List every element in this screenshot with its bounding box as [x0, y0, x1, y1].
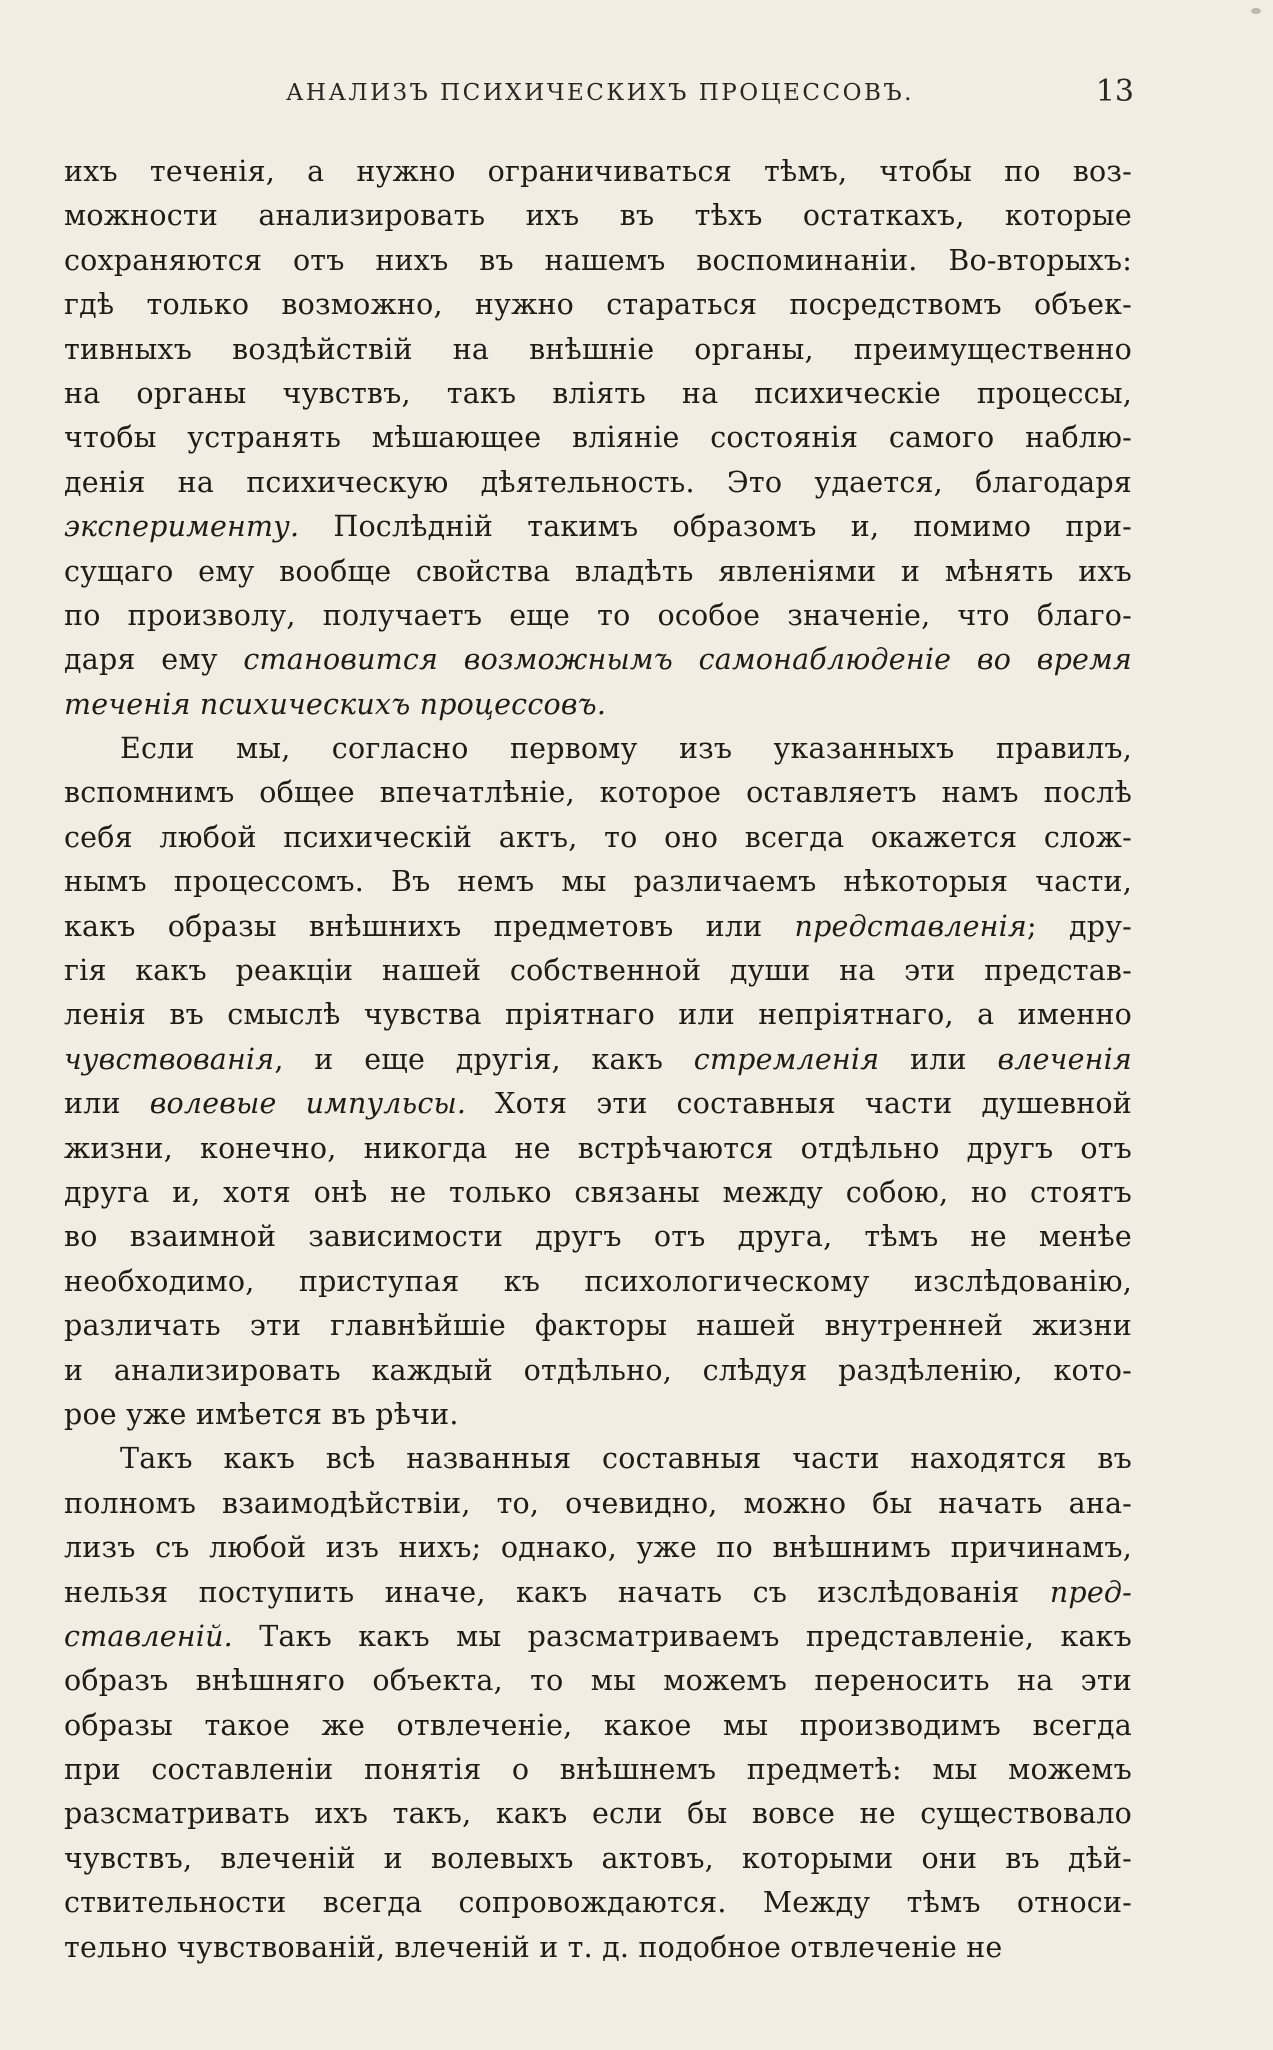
text-segment: тивныхъ воздѣйствій на внѣшніе органы, преимущественно: [64, 332, 1132, 366]
text-line: [64, 816, 1132, 860]
text-segment: какъ образы внѣшнихъ предметовъ или: [64, 909, 795, 943]
running-title: АНАЛИЗЪ ПСИХИЧЕСКИХЪ ПРОЦЕССОВЪ.: [286, 80, 914, 106]
text-line: [64, 1792, 1132, 1836]
text-segment: тельно чувствованій, влеченій и т. д. подобное отвлеченіе не: [64, 1930, 1003, 1964]
text-segment: ихъ теченія, а нужно ограничиваться тѣмъ, чтобы по воз-: [64, 155, 1132, 188]
text-segment: рое уже имѣется въ рѣчи.: [64, 1397, 459, 1431]
text-segment: себя любой психическій актъ, то оно всегда окажется слож-: [64, 820, 1132, 854]
text-segment: или: [879, 1042, 998, 1076]
text-line: [64, 461, 1132, 505]
text-segment: нельзя поступить иначе, какъ начать съ изслѣдованія: [64, 1575, 1050, 1609]
italic-text: ставленій.: [64, 1619, 233, 1653]
body-text: [64, 150, 1132, 1970]
paragraph: [64, 150, 1132, 727]
italic-text: чувствованія: [64, 1042, 275, 1076]
text-segment: при составленіи понятія о внѣшнемъ предметѣ: мы можемъ: [64, 1753, 1132, 1787]
text-line: [64, 328, 1132, 372]
text-line: [64, 1349, 1132, 1393]
running-header: [66, 74, 1134, 114]
text-segment: даря ему: [64, 643, 244, 677]
text-segment: нымъ процессомъ. Въ немъ мы различаемъ нѣкоторыя части,: [64, 865, 1132, 899]
paragraph: [64, 727, 1132, 1437]
text-segment: по произволу, получаетъ еще то особое значеніе, что благо-: [64, 598, 1132, 632]
page-number: 13: [1095, 74, 1134, 109]
text-segment: Если мы, согласно первому изъ указанныхъ правилъ,: [120, 732, 1132, 766]
text-segment: на органы чувствъ, такъ влiять на психическіе процессы,: [64, 376, 1132, 410]
italic-text: теченія психическихъ процессовъ.: [64, 687, 607, 721]
text-line: [64, 283, 1132, 327]
italic-text: стремленія: [693, 1042, 880, 1076]
text-segment: ленія въ смыслѣ чувства пріятнаго или непріятнаго, а именно: [64, 998, 1132, 1032]
text-line: [64, 860, 1132, 904]
text-line: [64, 1659, 1132, 1703]
text-segment: необходимо, приступая къ психологическому изслѣдованію,: [64, 1264, 1132, 1298]
text-segment: Хотя эти составныя части душевной: [466, 1087, 1132, 1121]
text-segment: гія какъ реакціи нашей собственной души на эти представ-: [64, 954, 1132, 988]
text-line: [64, 771, 1132, 815]
text-segment: гдѣ только возможно, нужно стараться посредствомъ объек-: [64, 288, 1132, 322]
text-line: [64, 683, 1132, 727]
text-line: [64, 150, 1132, 194]
text-segment: ; дру-: [1027, 909, 1132, 943]
ink-speck: [1251, 8, 1261, 14]
italic-text: волевые импульсы.: [149, 1087, 467, 1121]
text-segment: образъ внѣшняго объекта, то мы можемъ переносить на эти: [64, 1664, 1132, 1698]
text-segment: вспомнимъ общее впечатлѣніе, которое оставляетъ намъ послѣ: [64, 776, 1132, 810]
text-segment: Такъ какъ мы разсматриваемъ представленіе, какъ: [232, 1619, 1132, 1653]
text-line: [64, 1437, 1132, 1481]
text-line: [64, 1526, 1132, 1570]
text-line: [64, 727, 1132, 771]
text-line: [64, 949, 1132, 993]
text-line: [64, 194, 1132, 238]
italic-text: представленія: [794, 909, 1027, 943]
text-line: [64, 1260, 1132, 1304]
paragraph: [64, 1437, 1132, 1970]
text-segment: друга и, хотя онѣ не только связаны между собою, но стоятъ: [64, 1175, 1132, 1209]
text-segment: денія на психическую дѣятельность. Это удается, благодаря: [64, 465, 1132, 499]
text-line: [64, 1304, 1132, 1348]
text-segment: Послѣдній такимъ образомъ и, помимо при-: [299, 510, 1132, 544]
text-line: [64, 372, 1132, 416]
text-segment: ствительности всегда сопровождаются. Между тѣмъ относи-: [64, 1886, 1132, 1920]
text-line: [64, 505, 1132, 549]
italic-text: становится возможнымъ самонаблюденіе во время: [243, 643, 1132, 677]
italic-text: пред-: [1049, 1575, 1132, 1609]
text-line: [64, 1881, 1132, 1925]
text-line: [64, 594, 1132, 638]
text-line: [64, 993, 1132, 1037]
text-segment: жизни, конечно, никогда не встрѣчаются отдѣльно другъ отъ: [64, 1131, 1132, 1165]
italic-text: влеченія: [997, 1042, 1132, 1076]
text-line: [64, 1615, 1132, 1659]
text-segment: Такъ какъ всѣ названныя составныя части находятся въ: [120, 1442, 1132, 1476]
text-line: [64, 1082, 1132, 1126]
text-segment: , и еще другія, какъ: [274, 1042, 694, 1076]
text-line: [64, 1482, 1132, 1526]
text-line: [64, 1837, 1132, 1881]
text-segment: сущаго ему вообще свойства владѣть явленіями и мѣнять ихъ: [64, 554, 1132, 588]
text-segment: разсматривать ихъ такъ, какъ если бы вовсе не существовало: [64, 1797, 1132, 1831]
text-line: [64, 1171, 1132, 1215]
text-segment: и анализировать каждый отдѣльно, слѣдуя раздѣленію, кото-: [64, 1353, 1132, 1387]
text-line: [64, 1127, 1132, 1171]
text-segment: можности анализировать ихъ въ тѣхъ остаткахъ, которые: [64, 199, 1132, 233]
italic-text: эксперименту.: [64, 510, 300, 544]
text-line: [64, 1926, 1132, 1970]
text-segment: лизъ съ любой изъ нихъ; однако, уже по внѣшнимъ причинамъ,: [64, 1531, 1132, 1565]
text-segment: различать эти главнѣйшіе факторы нашей внутренней жизни: [64, 1309, 1132, 1343]
text-segment: полномъ взаимодѣйствіи, то, очевидно, можно бы начать ана-: [64, 1486, 1132, 1520]
text-segment: сохраняются отъ нихъ въ нашемъ воспоминаніи. Во-вторыхъ:: [64, 243, 1132, 277]
text-segment: образы такое же отвлеченіе, какое мы производимъ всегда: [64, 1708, 1132, 1742]
text-line: [64, 416, 1132, 460]
text-line: [64, 1393, 1132, 1437]
text-segment: чтобы устранять мѣшающее вліяніе состоянія самого наблю-: [64, 421, 1132, 455]
text-line: [64, 1748, 1132, 1792]
text-segment: или: [64, 1087, 150, 1121]
text-line: [64, 638, 1132, 682]
text-line: [64, 1571, 1132, 1615]
text-line: [64, 1038, 1132, 1082]
text-segment: чувствъ, влеченій и волевыхъ актовъ, которыми они въ дѣй-: [64, 1841, 1132, 1875]
text-line: [64, 1704, 1132, 1748]
text-segment: во взаимной зависимости другъ отъ друга, тѣмъ не менѣе: [64, 1220, 1132, 1254]
text-line: [64, 239, 1132, 283]
text-line: [64, 905, 1132, 949]
text-line: [64, 1215, 1132, 1259]
text-line: [64, 550, 1132, 594]
